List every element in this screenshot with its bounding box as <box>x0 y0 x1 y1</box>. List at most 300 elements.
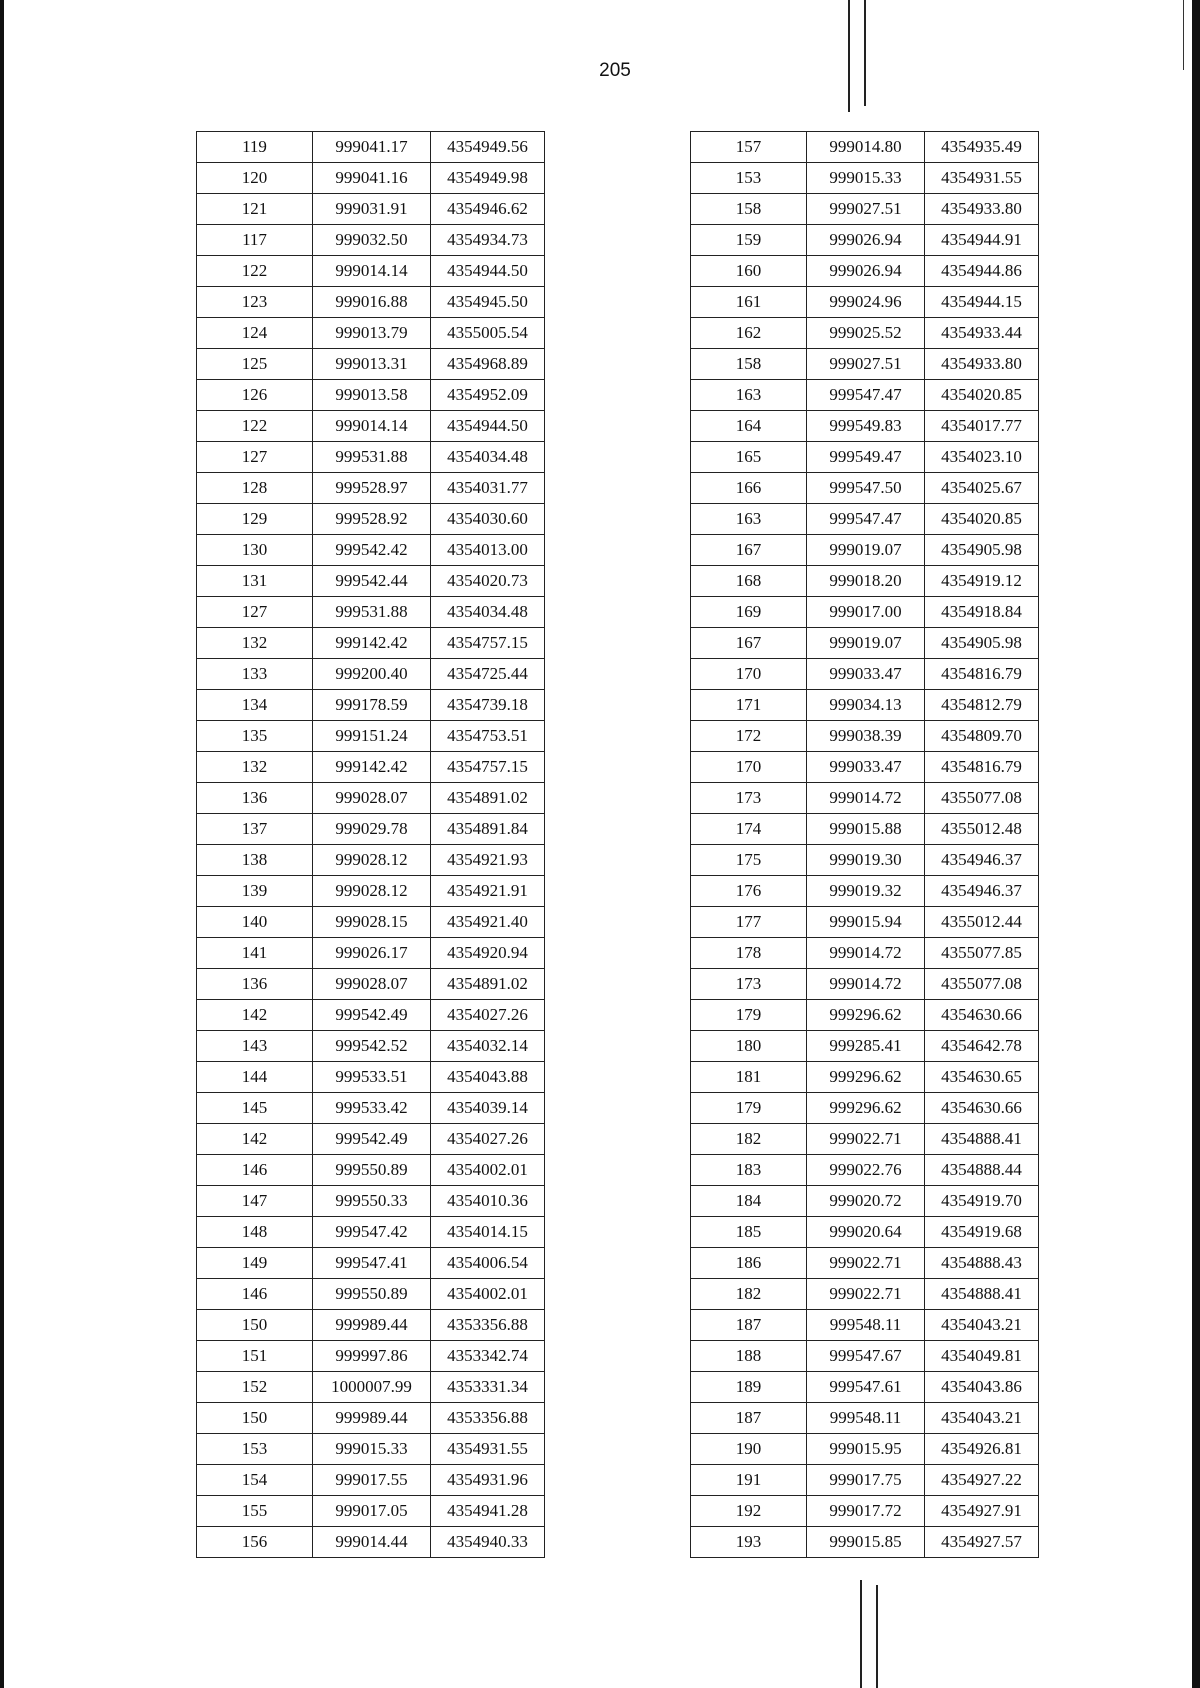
point-number-cell: 182 <box>691 1279 807 1310</box>
x-coordinate-cell: 999547.50 <box>807 473 925 504</box>
y-coordinate-cell: 4354049.81 <box>925 1341 1039 1372</box>
x-coordinate-cell: 999027.51 <box>807 349 925 380</box>
x-coordinate-cell: 999041.17 <box>313 132 431 163</box>
x-coordinate-cell: 999142.42 <box>313 752 431 783</box>
table-row <box>197 504 545 535</box>
point-number-cell: 189 <box>691 1372 807 1403</box>
y-coordinate-cell: 4354888.43 <box>925 1248 1039 1279</box>
table-row <box>197 225 545 256</box>
x-coordinate-cell: 999038.39 <box>807 721 925 752</box>
y-coordinate-cell: 4353342.74 <box>431 1341 545 1372</box>
table-row <box>691 907 1039 938</box>
y-coordinate-cell: 4354014.15 <box>431 1217 545 1248</box>
table-row <box>691 1031 1039 1062</box>
x-coordinate-cell: 999528.92 <box>313 504 431 535</box>
table-row <box>691 1496 1039 1527</box>
point-number-cell: 171 <box>691 690 807 721</box>
table-row <box>197 628 545 659</box>
point-number-cell: 126 <box>197 380 313 411</box>
y-coordinate-cell: 4354043.88 <box>431 1062 545 1093</box>
x-coordinate-cell: 999013.79 <box>313 318 431 349</box>
point-number-cell: 121 <box>197 194 313 225</box>
point-number-cell: 134 <box>197 690 313 721</box>
table-row <box>197 1341 545 1372</box>
table-row <box>197 721 545 752</box>
point-number-cell: 158 <box>691 349 807 380</box>
y-coordinate-cell: 4354816.79 <box>925 752 1039 783</box>
x-coordinate-cell: 999548.11 <box>807 1403 925 1434</box>
point-number-cell: 173 <box>691 783 807 814</box>
point-number-cell: 172 <box>691 721 807 752</box>
point-number-cell: 146 <box>197 1155 313 1186</box>
x-coordinate-cell: 999031.91 <box>313 194 431 225</box>
y-coordinate-cell: 4354931.96 <box>431 1465 545 1496</box>
x-coordinate-cell: 999296.62 <box>807 1062 925 1093</box>
point-number-cell: 185 <box>691 1217 807 1248</box>
y-coordinate-cell: 4354944.15 <box>925 287 1039 318</box>
table-row <box>197 256 545 287</box>
table-row <box>197 969 545 1000</box>
x-coordinate-cell: 999531.88 <box>313 442 431 473</box>
y-coordinate-cell: 4355077.08 <box>925 969 1039 1000</box>
x-coordinate-cell: 999026.17 <box>313 938 431 969</box>
table-row <box>691 318 1039 349</box>
point-number-cell: 144 <box>197 1062 313 1093</box>
x-coordinate-cell: 999547.41 <box>313 1248 431 1279</box>
x-coordinate-cell: 999151.24 <box>313 721 431 752</box>
table-row <box>197 1310 545 1341</box>
table-row <box>691 1155 1039 1186</box>
table-row <box>197 318 545 349</box>
table-row <box>197 659 545 690</box>
x-coordinate-cell: 999014.80 <box>807 132 925 163</box>
x-coordinate-cell: 999013.31 <box>313 349 431 380</box>
table-row <box>691 1372 1039 1403</box>
x-coordinate-cell: 999014.72 <box>807 969 925 1000</box>
table-row <box>197 1031 545 1062</box>
table-row <box>691 1248 1039 1279</box>
x-coordinate-cell: 999022.71 <box>807 1248 925 1279</box>
y-coordinate-cell: 4354010.36 <box>431 1186 545 1217</box>
point-number-cell: 148 <box>197 1217 313 1248</box>
point-number-cell: 156 <box>197 1527 313 1558</box>
point-number-cell: 136 <box>197 969 313 1000</box>
table-row <box>691 256 1039 287</box>
scan-edge-left <box>0 0 4 1688</box>
point-number-cell: 193 <box>691 1527 807 1558</box>
table-row <box>691 1186 1039 1217</box>
point-number-cell: 130 <box>197 535 313 566</box>
table-row <box>197 1465 545 1496</box>
x-coordinate-cell: 999989.44 <box>313 1310 431 1341</box>
x-coordinate-cell: 999026.94 <box>807 225 925 256</box>
x-coordinate-cell: 999533.42 <box>313 1093 431 1124</box>
table-row <box>691 194 1039 225</box>
y-coordinate-cell: 4354919.68 <box>925 1217 1039 1248</box>
y-coordinate-cell: 4354919.70 <box>925 1186 1039 1217</box>
point-number-cell: 153 <box>197 1434 313 1465</box>
point-number-cell: 119 <box>197 132 313 163</box>
table-row <box>691 752 1039 783</box>
binder-line <box>860 1580 862 1688</box>
y-coordinate-cell: 4355005.54 <box>431 318 545 349</box>
table-row <box>691 411 1039 442</box>
point-number-cell: 170 <box>691 659 807 690</box>
y-coordinate-cell: 4353331.34 <box>431 1372 545 1403</box>
point-number-cell: 131 <box>197 566 313 597</box>
x-coordinate-cell: 999142.42 <box>313 628 431 659</box>
table-row <box>197 752 545 783</box>
x-coordinate-cell: 999547.67 <box>807 1341 925 1372</box>
table-row <box>691 1217 1039 1248</box>
y-coordinate-cell: 4354940.33 <box>431 1527 545 1558</box>
x-coordinate-cell: 999550.89 <box>313 1155 431 1186</box>
x-coordinate-cell: 999028.07 <box>313 783 431 814</box>
table-row <box>197 411 545 442</box>
x-coordinate-cell: 999296.62 <box>807 1000 925 1031</box>
table-row <box>197 566 545 597</box>
table-row <box>691 1527 1039 1558</box>
x-coordinate-cell: 999014.72 <box>807 783 925 814</box>
point-number-cell: 132 <box>197 752 313 783</box>
point-number-cell: 127 <box>197 597 313 628</box>
table-row <box>197 1496 545 1527</box>
point-number-cell: 124 <box>197 318 313 349</box>
y-coordinate-cell: 4355012.48 <box>925 814 1039 845</box>
y-coordinate-cell: 4354630.66 <box>925 1000 1039 1031</box>
point-number-cell: 142 <box>197 1000 313 1031</box>
point-number-cell: 183 <box>691 1155 807 1186</box>
table-row <box>691 721 1039 752</box>
y-coordinate-cell: 4354753.51 <box>431 721 545 752</box>
x-coordinate-cell: 999019.07 <box>807 535 925 566</box>
x-coordinate-cell: 999025.52 <box>807 318 925 349</box>
table-row <box>691 597 1039 628</box>
table-row <box>691 1341 1039 1372</box>
point-number-cell: 175 <box>691 845 807 876</box>
point-number-cell: 122 <box>197 256 313 287</box>
point-number-cell: 142 <box>197 1124 313 1155</box>
binder-line <box>876 1585 878 1688</box>
x-coordinate-cell: 999542.52 <box>313 1031 431 1062</box>
table-row <box>197 442 545 473</box>
y-coordinate-cell: 4354013.00 <box>431 535 545 566</box>
point-number-cell: 137 <box>197 814 313 845</box>
x-coordinate-cell: 999550.33 <box>313 1186 431 1217</box>
y-coordinate-cell: 4354888.41 <box>925 1279 1039 1310</box>
table-row <box>197 1217 545 1248</box>
x-coordinate-cell: 999017.00 <box>807 597 925 628</box>
x-coordinate-cell: 999547.42 <box>313 1217 431 1248</box>
x-coordinate-cell: 999028.12 <box>313 876 431 907</box>
x-coordinate-cell: 999542.49 <box>313 1124 431 1155</box>
y-coordinate-cell: 4354944.50 <box>431 411 545 442</box>
y-coordinate-cell: 4354905.98 <box>925 535 1039 566</box>
y-coordinate-cell: 4354946.37 <box>925 845 1039 876</box>
x-coordinate-cell: 999019.07 <box>807 628 925 659</box>
table-row <box>197 1527 545 1558</box>
y-coordinate-cell: 4355012.44 <box>925 907 1039 938</box>
x-coordinate-cell: 999028.12 <box>313 845 431 876</box>
point-number-cell: 128 <box>197 473 313 504</box>
point-number-cell: 170 <box>691 752 807 783</box>
table-row <box>197 1279 545 1310</box>
point-number-cell: 173 <box>691 969 807 1000</box>
point-number-cell: 146 <box>197 1279 313 1310</box>
x-coordinate-cell: 999178.59 <box>313 690 431 721</box>
table-row <box>197 287 545 318</box>
table-row <box>691 814 1039 845</box>
table-row <box>691 1062 1039 1093</box>
y-coordinate-cell: 4354941.28 <box>431 1496 545 1527</box>
table-row <box>197 1124 545 1155</box>
x-coordinate-cell: 999528.97 <box>313 473 431 504</box>
x-coordinate-cell: 999296.62 <box>807 1093 925 1124</box>
y-coordinate-cell: 4354921.40 <box>431 907 545 938</box>
point-number-cell: 129 <box>197 504 313 535</box>
x-coordinate-cell: 999989.44 <box>313 1403 431 1434</box>
x-coordinate-cell: 999020.64 <box>807 1217 925 1248</box>
table-row <box>197 1186 545 1217</box>
x-coordinate-cell: 999033.47 <box>807 752 925 783</box>
table-row <box>691 1310 1039 1341</box>
page-number: 205 <box>599 60 631 81</box>
x-coordinate-cell: 999016.88 <box>313 287 431 318</box>
point-number-cell: 141 <box>197 938 313 969</box>
scan-edge-right <box>1192 0 1200 1688</box>
y-coordinate-cell: 4354944.50 <box>431 256 545 287</box>
x-coordinate-cell: 999022.71 <box>807 1279 925 1310</box>
y-coordinate-cell: 4354933.44 <box>925 318 1039 349</box>
x-coordinate-cell: 999024.96 <box>807 287 925 318</box>
point-number-cell: 190 <box>691 1434 807 1465</box>
table-row <box>691 442 1039 473</box>
point-number-cell: 161 <box>691 287 807 318</box>
x-coordinate-cell: 999028.15 <box>313 907 431 938</box>
x-coordinate-cell: 999997.86 <box>313 1341 431 1372</box>
table-row <box>197 163 545 194</box>
y-coordinate-cell: 4354934.73 <box>431 225 545 256</box>
y-coordinate-cell: 4354031.77 <box>431 473 545 504</box>
x-coordinate-cell: 999014.14 <box>313 411 431 442</box>
x-coordinate-cell: 999019.30 <box>807 845 925 876</box>
table-row <box>691 628 1039 659</box>
table-row <box>197 597 545 628</box>
table-row <box>691 473 1039 504</box>
table-row <box>197 1155 545 1186</box>
y-coordinate-cell: 4354919.12 <box>925 566 1039 597</box>
y-coordinate-cell: 4354968.89 <box>431 349 545 380</box>
y-coordinate-cell: 4354891.02 <box>431 969 545 1000</box>
table-row <box>691 1124 1039 1155</box>
x-coordinate-cell: 999017.75 <box>807 1465 925 1496</box>
point-number-cell: 163 <box>691 380 807 411</box>
y-coordinate-cell: 4354949.56 <box>431 132 545 163</box>
point-number-cell: 167 <box>691 535 807 566</box>
table-row <box>691 876 1039 907</box>
y-coordinate-cell: 4354002.01 <box>431 1279 545 1310</box>
x-coordinate-cell: 999015.33 <box>313 1434 431 1465</box>
y-coordinate-cell: 4353356.88 <box>431 1310 545 1341</box>
y-coordinate-cell: 4354020.85 <box>925 504 1039 535</box>
point-number-cell: 177 <box>691 907 807 938</box>
y-coordinate-cell: 4354630.66 <box>925 1093 1039 1124</box>
point-number-cell: 135 <box>197 721 313 752</box>
y-coordinate-cell: 4354812.79 <box>925 690 1039 721</box>
x-coordinate-cell: 999015.33 <box>807 163 925 194</box>
y-coordinate-cell: 4354891.84 <box>431 814 545 845</box>
x-coordinate-cell: 999026.94 <box>807 256 925 287</box>
point-number-cell: 151 <box>197 1341 313 1372</box>
table-row <box>691 163 1039 194</box>
y-coordinate-cell: 4354933.80 <box>925 349 1039 380</box>
y-coordinate-cell: 4354030.60 <box>431 504 545 535</box>
x-coordinate-cell: 999014.72 <box>807 938 925 969</box>
point-number-cell: 174 <box>691 814 807 845</box>
table-row <box>691 287 1039 318</box>
point-number-cell: 163 <box>691 504 807 535</box>
point-number-cell: 187 <box>691 1403 807 1434</box>
x-coordinate-cell: 999015.85 <box>807 1527 925 1558</box>
table-row <box>197 349 545 380</box>
y-coordinate-cell: 4354944.91 <box>925 225 1039 256</box>
y-coordinate-cell: 4354023.10 <box>925 442 1039 473</box>
table-row <box>691 132 1039 163</box>
y-coordinate-cell: 4354034.48 <box>431 597 545 628</box>
y-coordinate-cell: 4354927.22 <box>925 1465 1039 1496</box>
point-number-cell: 176 <box>691 876 807 907</box>
point-number-cell: 188 <box>691 1341 807 1372</box>
table-row <box>691 845 1039 876</box>
table-row <box>197 194 545 225</box>
y-coordinate-cell: 4354920.94 <box>431 938 545 969</box>
x-coordinate-cell: 999015.88 <box>807 814 925 845</box>
point-number-cell: 120 <box>197 163 313 194</box>
point-number-cell: 162 <box>691 318 807 349</box>
point-number-cell: 133 <box>197 659 313 690</box>
table-row <box>197 783 545 814</box>
y-coordinate-cell: 4354043.21 <box>925 1403 1039 1434</box>
x-coordinate-cell: 999028.07 <box>313 969 431 1000</box>
point-number-cell: 180 <box>691 1031 807 1062</box>
table-row <box>197 380 545 411</box>
table-row <box>197 690 545 721</box>
point-number-cell: 178 <box>691 938 807 969</box>
point-number-cell: 140 <box>197 907 313 938</box>
table-row <box>197 535 545 566</box>
table-row <box>197 1434 545 1465</box>
point-number-cell: 136 <box>197 783 313 814</box>
y-coordinate-cell: 4354946.37 <box>925 876 1039 907</box>
table-row <box>691 225 1039 256</box>
y-coordinate-cell: 4354952.09 <box>431 380 545 411</box>
y-coordinate-cell: 4354949.98 <box>431 163 545 194</box>
y-coordinate-cell: 4354921.93 <box>431 845 545 876</box>
y-coordinate-cell: 4354918.84 <box>925 597 1039 628</box>
point-number-cell: 164 <box>691 411 807 442</box>
x-coordinate-cell: 999014.14 <box>313 256 431 287</box>
coordinates-table-right <box>690 131 1039 1558</box>
table-row <box>691 349 1039 380</box>
point-number-cell: 138 <box>197 845 313 876</box>
point-number-cell: 165 <box>691 442 807 473</box>
y-coordinate-cell: 4354931.55 <box>431 1434 545 1465</box>
table-row <box>691 1279 1039 1310</box>
y-coordinate-cell: 4354757.15 <box>431 752 545 783</box>
x-coordinate-cell: 999017.55 <box>313 1465 431 1496</box>
table-row <box>691 535 1039 566</box>
point-number-cell: 132 <box>197 628 313 659</box>
x-coordinate-cell: 999029.78 <box>313 814 431 845</box>
x-coordinate-cell: 999034.13 <box>807 690 925 721</box>
point-number-cell: 191 <box>691 1465 807 1496</box>
x-coordinate-cell: 999017.05 <box>313 1496 431 1527</box>
point-number-cell: 147 <box>197 1186 313 1217</box>
point-number-cell: 139 <box>197 876 313 907</box>
table-row <box>197 1000 545 1031</box>
x-coordinate-cell: 999542.42 <box>313 535 431 566</box>
x-coordinate-cell: 999542.49 <box>313 1000 431 1031</box>
point-number-cell: 150 <box>197 1310 313 1341</box>
x-coordinate-cell: 999533.51 <box>313 1062 431 1093</box>
x-coordinate-cell: 999542.44 <box>313 566 431 597</box>
point-number-cell: 179 <box>691 1093 807 1124</box>
x-coordinate-cell: 999285.41 <box>807 1031 925 1062</box>
x-coordinate-cell: 999013.58 <box>313 380 431 411</box>
x-coordinate-cell: 999022.76 <box>807 1155 925 1186</box>
y-coordinate-cell: 4354809.70 <box>925 721 1039 752</box>
x-coordinate-cell: 1000007.99 <box>313 1372 431 1403</box>
point-number-cell: 154 <box>197 1465 313 1496</box>
point-number-cell: 122 <box>197 411 313 442</box>
point-number-cell: 150 <box>197 1403 313 1434</box>
y-coordinate-cell: 4354891.02 <box>431 783 545 814</box>
table-row <box>691 659 1039 690</box>
table-row <box>197 1093 545 1124</box>
x-coordinate-cell: 999018.20 <box>807 566 925 597</box>
x-coordinate-cell: 999548.11 <box>807 1310 925 1341</box>
x-coordinate-cell: 999549.83 <box>807 411 925 442</box>
table-row <box>691 690 1039 721</box>
point-number-cell: 157 <box>691 132 807 163</box>
y-coordinate-cell: 4354927.91 <box>925 1496 1039 1527</box>
y-coordinate-cell: 4354739.18 <box>431 690 545 721</box>
x-coordinate-cell: 999019.32 <box>807 876 925 907</box>
table-row <box>691 566 1039 597</box>
coordinates-table-left <box>196 131 545 1558</box>
table-row <box>691 783 1039 814</box>
point-number-cell: 168 <box>691 566 807 597</box>
x-coordinate-cell: 999547.61 <box>807 1372 925 1403</box>
table-row <box>197 1403 545 1434</box>
x-coordinate-cell: 999017.72 <box>807 1496 925 1527</box>
y-coordinate-cell: 4354020.73 <box>431 566 545 597</box>
x-coordinate-cell: 999015.94 <box>807 907 925 938</box>
point-number-cell: 152 <box>197 1372 313 1403</box>
point-number-cell: 167 <box>691 628 807 659</box>
table-row <box>691 969 1039 1000</box>
table-row <box>691 380 1039 411</box>
table-row <box>197 876 545 907</box>
table-row <box>691 938 1039 969</box>
point-number-cell: 145 <box>197 1093 313 1124</box>
table-row <box>197 845 545 876</box>
x-coordinate-cell: 999032.50 <box>313 225 431 256</box>
point-number-cell: 117 <box>197 225 313 256</box>
point-number-cell: 143 <box>197 1031 313 1062</box>
y-coordinate-cell: 4354020.85 <box>925 380 1039 411</box>
table-row <box>691 1434 1039 1465</box>
